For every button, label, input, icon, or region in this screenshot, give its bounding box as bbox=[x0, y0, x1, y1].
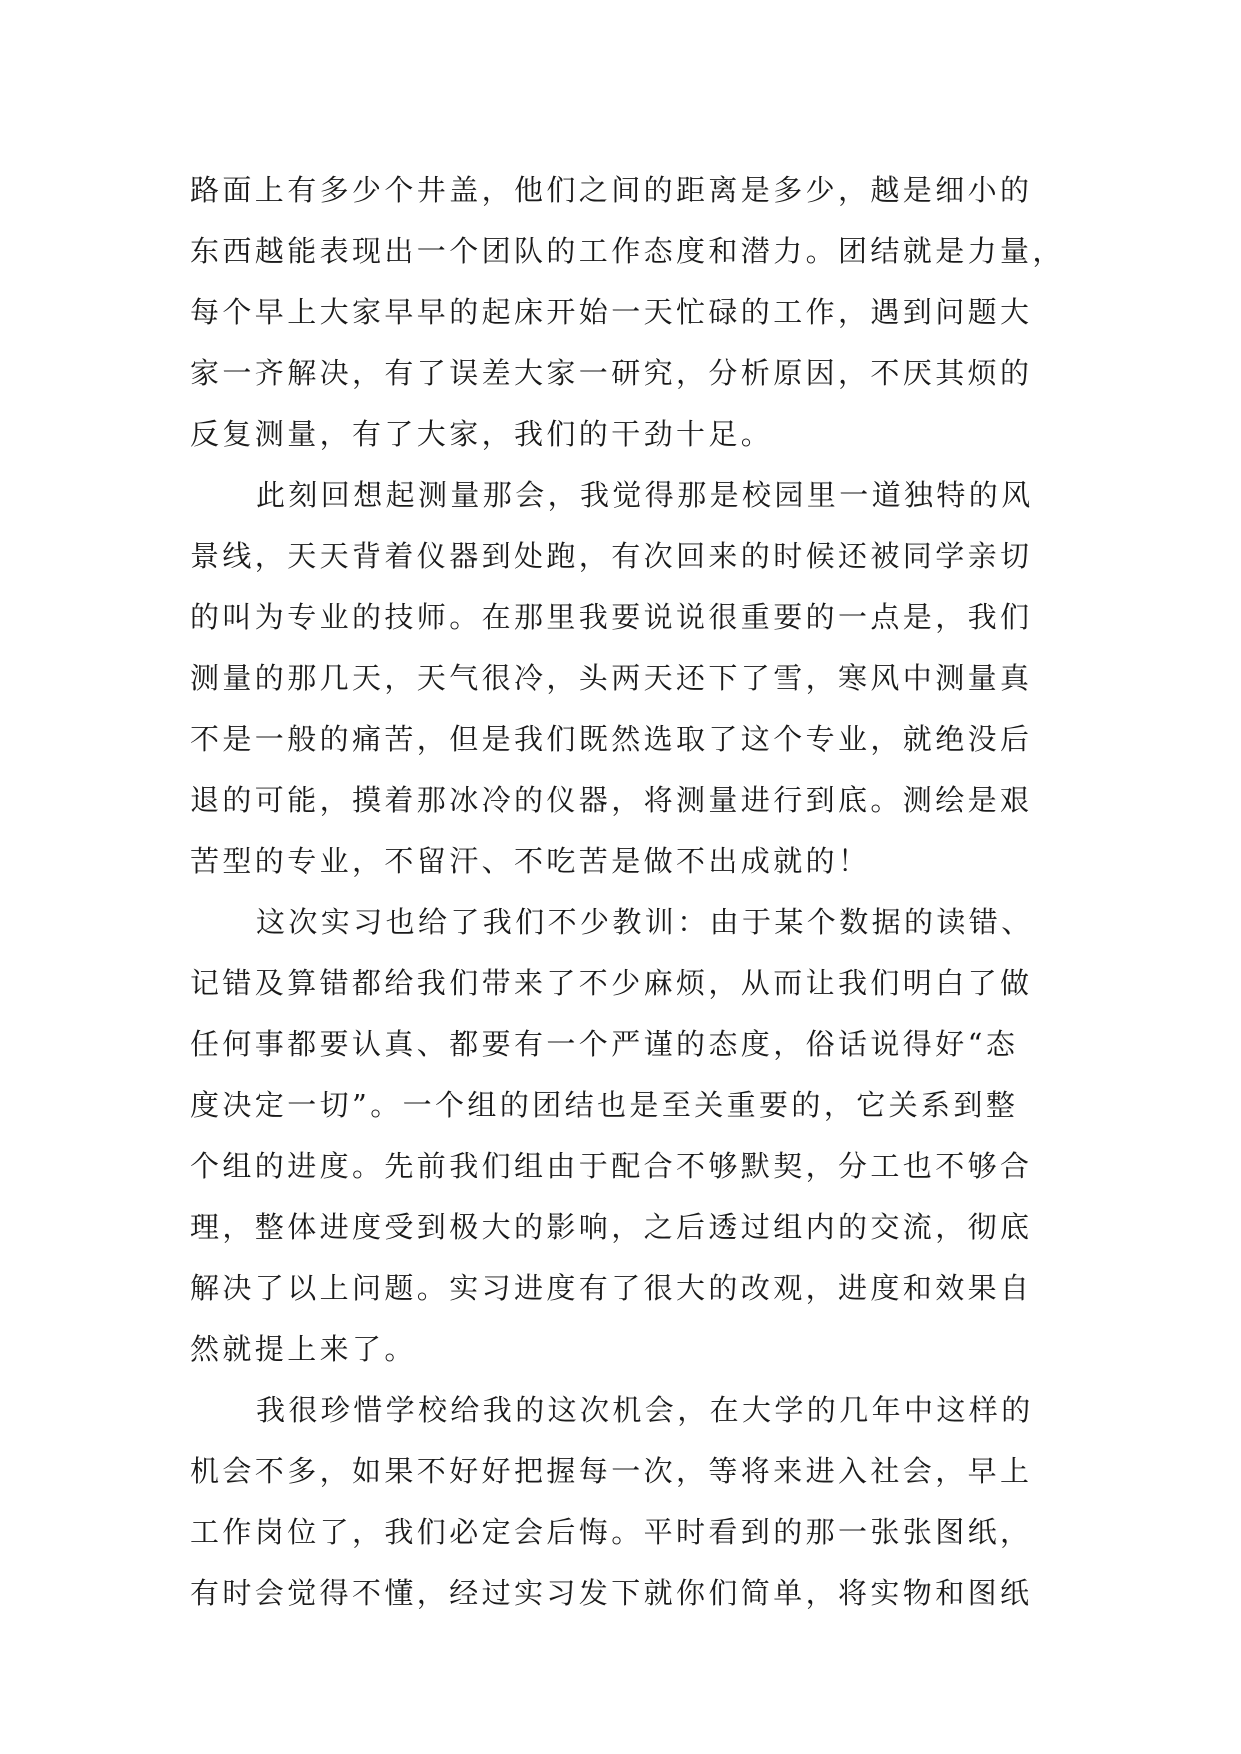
text-line: 不是一般的痛苦，但是我们既然选取了这个专业，就绝没后 bbox=[190, 722, 1033, 756]
text-line: 的叫为专业的技师。在那里我要说说很重要的一点是，我们 bbox=[190, 600, 1033, 634]
text-line: 东西越能表现出一个团队的工作态度和潜力。团结就是力量， bbox=[190, 234, 1065, 268]
text-line: 记错及算错都给我们带来了不少麻烦，从而让我们明白了做 bbox=[190, 966, 1033, 1000]
body-text bbox=[190, 160, 1090, 1624]
text-line: 苦型的专业，不留汗、不吃苦是做不出成就的！ bbox=[190, 844, 871, 878]
text-line: 路面上有多少个井盖，他们之间的距离是多少，越是细小的 bbox=[190, 173, 1033, 207]
text-line: 景线，天天背着仪器到处跑，有次回来的时候还被同学亲切 bbox=[190, 539, 1033, 573]
text-line: 然就提上来了。 bbox=[190, 1332, 417, 1366]
text-line: 理，整体进度受到极大的影响，之后透过组内的交流，彻底 bbox=[190, 1210, 1033, 1244]
text-line: 任何事都要认真、都要有一个严谨的态度，俗话说得好“态 bbox=[190, 1027, 1019, 1061]
paragraph-first-line: 此刻回想起测量那会，我觉得那是校园里一道独特的风 bbox=[256, 478, 1034, 512]
text-line: 个组的进度。先前我们组由于配合不够默契，分工也不够合 bbox=[190, 1149, 1033, 1183]
text-line: 工作岗位了，我们必定会后悔。平时看到的那一张张图纸， bbox=[190, 1515, 1033, 1549]
text-line: 解决了以上问题。实习进度有了很大的改观，进度和效果自 bbox=[190, 1271, 1033, 1305]
text-line: 反复测量，有了大家，我们的干劲十足。 bbox=[190, 417, 774, 451]
text-line: 有时会觉得不懂，经过实习发下就你们简单，将实物和图纸 bbox=[190, 1576, 1033, 1610]
text-line: 家一齐解决，有了误差大家一研究，分析原因，不厌其烦的 bbox=[190, 356, 1033, 390]
text-line: 退的可能，摸着那冰冷的仪器，将测量进行到底。测绘是艰 bbox=[190, 783, 1033, 817]
paragraph-first-line: 这次实习也给了我们不少教训：由于某个数据的读错、 bbox=[256, 905, 1034, 939]
paragraph-first-line: 我很珍惜学校给我的这次机会，在大学的几年中这样的 bbox=[256, 1393, 1034, 1427]
text-line: 测量的那几天，天气很冷，头两天还下了雪，寒风中测量真 bbox=[190, 661, 1033, 695]
text-line: 度决定一切”。一个组的团结也是至关重要的，它关系到整 bbox=[190, 1088, 1019, 1122]
text-line: 机会不多，如果不好好把握每一次，等将来进入社会，早上 bbox=[190, 1454, 1033, 1488]
text-line: 每个早上大家早早的起床开始一天忙碌的工作，遇到问题大 bbox=[190, 295, 1033, 329]
